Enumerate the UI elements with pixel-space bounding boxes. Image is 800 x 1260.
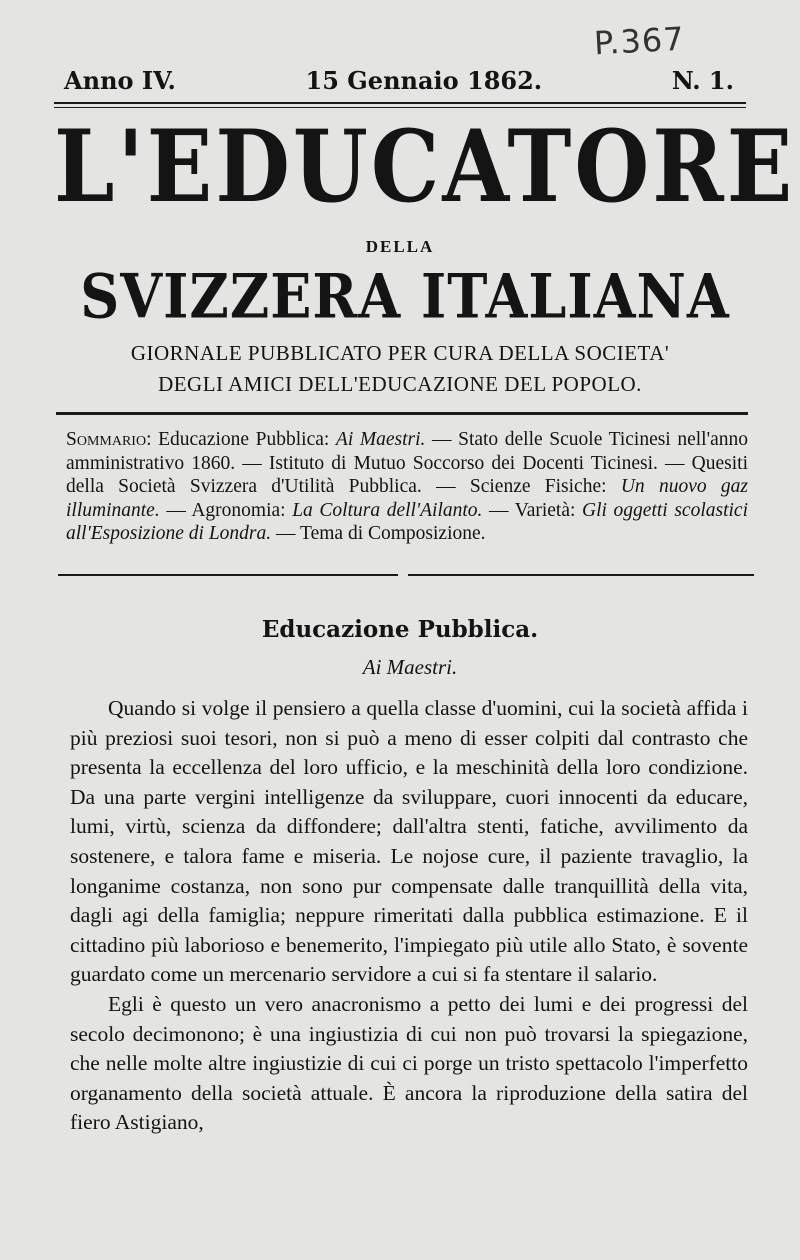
summary-text: — Varietà:	[482, 499, 583, 521]
tagline-line-1: GIORNALE PUBBLICATO PER CURA DELLA SOCIETA'	[130, 341, 670, 365]
summary-text: : Educazione Pubblica:	[146, 429, 336, 450]
section-subtitle: Ai Maestri.	[362, 655, 458, 679]
summary-label: Sommario	[66, 429, 147, 450]
summary-italic: Ai Maestri.	[335, 429, 426, 450]
summary-text: — Agronomia:	[159, 499, 293, 521]
issue-date: 15 Gennaio 1862.	[305, 66, 543, 95]
summary-italic: La Coltura dell'Ailanto.	[292, 499, 483, 521]
summary-divider-left	[58, 574, 398, 576]
tagline-line-2: DEGLI AMICI DELL'EDUCAZIONE DEL POPOLO.	[158, 372, 642, 396]
masthead-info-line	[64, 66, 734, 95]
summary-italic: Gli oggetti scolastici all'Esposizione di Londra.	[66, 499, 748, 545]
summary-text: — Tema di Composizione.	[271, 523, 486, 545]
issue-number: N. 1.	[671, 66, 734, 95]
newspaper-title-della: DELLA	[365, 237, 435, 256]
summary-text: — Stato delle Scuole Ticinesi nell'anno amministrativo 1860. — Istituto di Mutuo Soccorso dei Docenti Ticinesi. — Quesiti della Società Svizzera d'Utilità Pubblica. — Scienze Fisiche:	[66, 429, 748, 498]
header-divider	[56, 412, 748, 415]
summary-divider-right	[408, 574, 754, 576]
article-paragraph: Quando si volge il pensiero a quella classe d'uomini, cui la società affida i più preziosi suoi tesori, non si può a meno di esser colpiti dal contrasto che presenta la eccellenza del loro ufficio, e la meschinità della loro condizione. Da una parte vergini intelligenze da sviluppare, cuori innocenti da educare, lumi, virtù, scienza da diffondere; dall'altra stenti, fatiche, avvilimento da sostenere, e talora fame e miseria. Le nojose cure, il paziente travaglio, la longanime costanza, non sono pur compensate dalle tranquillità della vita, dagli agi della famiglia; neppure rimeritati dalla pubblica estimazione. E il cittadino più laborioso e benemerito, l'impiegato più utile allo Stato, è sovente guardato come un mercenario servidore a cui si fa stentare il salario.	[70, 696, 748, 987]
masthead-rule-top	[54, 102, 746, 104]
handwritten-page-note: P.367	[593, 19, 686, 63]
summary-italic: Un nuovo gaz illuminante.	[66, 476, 748, 521]
newspaper-title: L'EDUCATORE	[54, 108, 796, 225]
newspaper-subtitle: SVIZZERA ITALIANA	[80, 260, 730, 333]
article-paragraph: Egli è questo un vero anacronismo a petto dei lumi e dei progressi del secolo decimonono; è una ingiustizia di cui non può trovarsi la spiegazione, che nelle molte altre ingiustizie di cui ci porge un tristo spettacolo l'imperfetto organamento della società attuale. È ancora la riproduzione della satira del fiero Astigiano,	[70, 991, 748, 1135]
article-body	[70, 694, 748, 1138]
summary-block	[66, 428, 748, 546]
issue-year: Anno IV.	[64, 66, 176, 95]
section-title: Educazione Pubblica.	[261, 616, 539, 643]
